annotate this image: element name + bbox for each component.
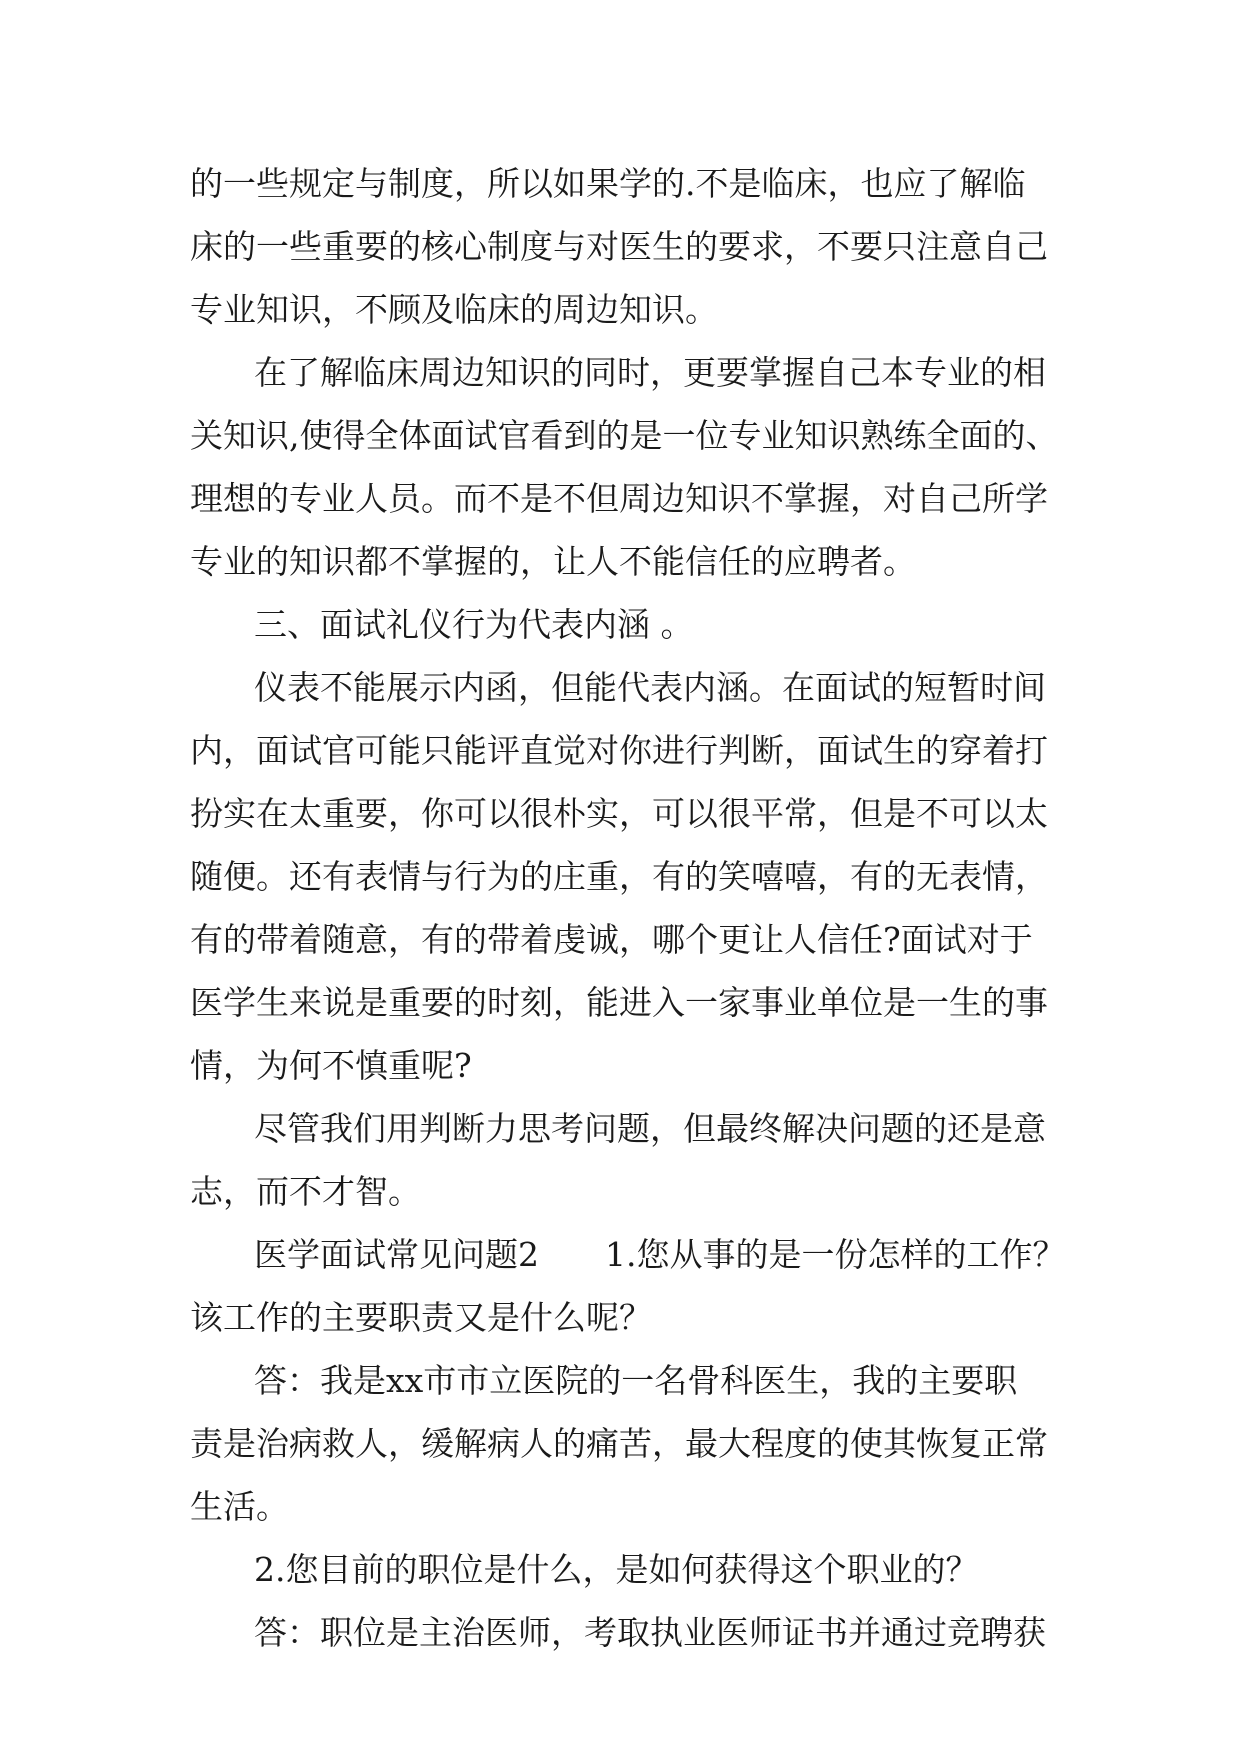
text-line: 在了解临床周边知识的同时，更要掌握自己本专业的相 xyxy=(254,353,1046,392)
text-line: 仪表不能展示内函，但能代表内涵。在面试的短暂时间 xyxy=(254,668,1046,707)
text-line: 随便。还有表情与行为的庄重，有的笑嘻嘻，有的无表情， xyxy=(190,857,1048,896)
answer-line: 责是治病救人，缓解病人的痛苦，最大程度的使其恢复正常 xyxy=(190,1424,1048,1463)
text-line: 志，而不才智。 xyxy=(190,1172,421,1211)
text-line: 关知识,使得全体面试官看到的是一位专业知识熟练全面的、 xyxy=(190,416,1059,455)
answer-line: 答：职位是主治医师，考取执业医师证书并通过竞聘获 xyxy=(254,1613,1046,1652)
section-heading: 三、面试礼仪行为代表内涵 。 xyxy=(254,605,694,644)
answer-line: 生活。 xyxy=(190,1487,289,1526)
text-line: 理想的专业人员。而不是不但周边知识不掌握，对自己所学 xyxy=(190,479,1048,518)
text-line: 情，为何不慎重呢? xyxy=(190,1046,472,1085)
text-line: 内，面试官可能只能评直觉对你进行判断，面试生的穿着打 xyxy=(190,731,1048,770)
text-line: 床的一些重要的核心制度与对医生的要求，不要只注意自己 xyxy=(190,227,1048,266)
question-line: 该工作的主要职责又是什么呢？ xyxy=(190,1298,652,1337)
document-body xyxy=(190,152,1066,1664)
text-line: 的一些规定与制度，所以如果学的.不是临床，也应了解临 xyxy=(190,164,1026,203)
answer-line: 答：我是xx市市立医院的一名骨科医生，我的主要职 xyxy=(254,1361,1018,1400)
text-line: 医学生来说是重要的时刻，能进入一家事业单位是一生的事 xyxy=(190,983,1048,1022)
text-line: 有的带着随意，有的带着虔诚，哪个更让人信任?面试对于 xyxy=(190,920,1033,959)
text-line: 专业知识，不顾及临床的周边知识。 xyxy=(190,290,718,329)
text-line: 尽管我们用判断力思考问题，但最终解决问题的还是意 xyxy=(254,1109,1046,1148)
question-line: 医学面试常见问题2 1.您从事的是一份怎样的工作？ xyxy=(254,1235,1066,1274)
text-line: 扮实在太重要，你可以很朴实，可以很平常，但是不可以太 xyxy=(190,794,1048,833)
question-line: 2.您目前的职位是什么，是如何获得这个职业的？ xyxy=(254,1550,979,1589)
text-line: 专业的知识都不掌握的，让人不能信任的应聘者。 xyxy=(190,542,916,581)
